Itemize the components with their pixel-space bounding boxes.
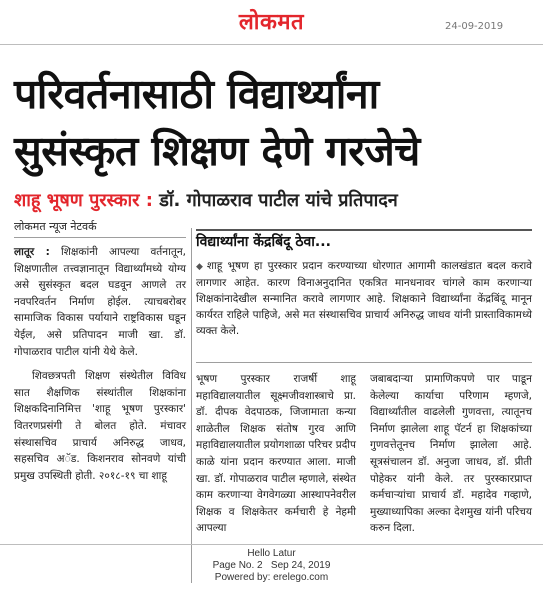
box-title: विद्यार्थ्यांना केंद्रबिंदू ठेवा... bbox=[196, 234, 331, 250]
masthead-date: 24-09-2019 bbox=[445, 21, 504, 32]
box-top-border bbox=[196, 229, 532, 231]
footer-edition: Hello Latur bbox=[247, 548, 296, 559]
paragraph-closing: जबाबदाऱ्या प्रामाणिकपणे पार पाडून केलेल्या कार्याचा परिणाम म्हणजे, विद्यार्थ्यांतील वाढलेली गुणवत्ता, त्यातूनच निर्माण झालेला शाहू पॅटर्न हा शिक्षकांच्या गुणवत्तेतूनच निर्माण झालेला आहे. सूत्रसंचालन डॉ. अनुजा जाधव, डॉ. प्रीती पोहेकर यांनी केले. तर पुरस्कारप्राप्त कर्मचाऱ्यांचा प्राचार्य डॉ. महादेव गव्हाणे, मुख्याध्यापिका अल्का देशमुख यांनी परिचय करुन दिला. bbox=[370, 373, 532, 535]
headline-line-1: परिवर्तनासाठी विद्यार्थ्यांना bbox=[14, 70, 379, 118]
footer-page-date: Page No. 2 Sep 24, 2019 bbox=[212, 560, 331, 571]
dateline: लातूर : bbox=[14, 246, 50, 258]
headline-line-2: सुसंस्कृत शिक्षण देणे गरजेचे bbox=[14, 127, 420, 175]
subheadline bbox=[14, 188, 539, 212]
column-divider bbox=[191, 228, 192, 583]
diamond-bullet-icon: ◆ bbox=[196, 262, 205, 272]
headline bbox=[14, 66, 539, 180]
subheadline-award: शाहू भूषण पुरस्कार : bbox=[14, 190, 153, 211]
bottom-divider bbox=[0, 544, 543, 545]
byline-divider bbox=[14, 237, 186, 238]
paragraph-intro bbox=[14, 244, 186, 360]
column-2 bbox=[196, 371, 356, 545]
top-divider bbox=[0, 44, 543, 45]
page-footer bbox=[0, 548, 543, 584]
footer-powered-by: Powered by: erelego.com bbox=[214, 572, 329, 583]
byline: लोकमत न्यूज नेटवर्क bbox=[14, 220, 97, 233]
paragraph-awardees: भूषण पुरस्कार राजर्षी शाहू महाविद्यालयातील सूक्ष्मजीवशास्त्राचे प्रा. डॉ. दीपक वेदपाठक, जिजामाता कन्या शाळेतील शिक्षक संतोष गुरव आणि महाविद्यालयातील प्रयोगशाळा परिचर प्रदीप काळे यांना प्रदान करण्यात आला. माजी खा. डॉ. गोपाळराव पाटील म्हणाले, संस्थेत काम करणाऱ्या वेगवेगळ्या आस्थापनेवरील शिक्षक व शिक्षकेतर कर्मचारी हे नेहमी आपल्या bbox=[196, 373, 356, 535]
column-1 bbox=[14, 244, 186, 492]
subheadline-speaker: डॉ. गोपाळराव पाटील यांचे प्रतिपादन bbox=[159, 190, 398, 211]
newspaper-logo: लोकमत bbox=[238, 10, 305, 35]
column-3 bbox=[370, 371, 532, 545]
box-bottom-border bbox=[196, 362, 532, 363]
box-text: ◆ शाहू भूषण हा पुरस्कार प्रदान करण्याच्या धोरणात आगामी कालखंडात बदल करावे लागणार आहेत. कारण विनाअनुदानित एकत्रित मानधनावर चांगले काम करणाऱ्या शिक्षकांनादेखील सन्मानित करावे लागणार आहे. शिक्षकाने विद्यार्थ्यांना केंद्रबिंदू मानून कार्यरत राहिले पाहिजे, असे मत संस्थासचिव प्राचार्य अनिरुद्ध जाधव यांनी प्रास्ताविकामध्ये व्यक्त केले. bbox=[196, 260, 533, 337]
paragraph-intro-text: शिक्षकांनी आपल्या वर्तनातून, शिक्षणातील तत्त्वज्ञानातून विद्यार्थ्यांमध्ये योग्य असे सुसंस्कृत बदल घडवून आणले तर नवपरिवर्तन निर्माण होईल. त्याचबरोबर सामाजिक विकास पर्यायाने राष्ट्रविकास घडून येईल, असे प्रतिपादन माजी खा. डॉ. गोपाळराव पाटील यांनी येथे केले. bbox=[14, 246, 186, 358]
paragraph-event: शिवछत्रपती शिक्षण संस्थेतील विविध सात शैक्षणिक संस्थांतील शिक्षकांना शिक्षकदिनानिमित्त 'शाहू भूषण पुरस्कार' वितरणप्रसंगी ते बोलत होते. मंचावर संस्थासचिव प्राचार्य अनिरुद्ध जाधव, सहसचिव अॅड. किशनराव सोनवणे यांची प्रमुख उपस्थिती होती. २०१८-१९ चा शाहू bbox=[14, 370, 186, 482]
